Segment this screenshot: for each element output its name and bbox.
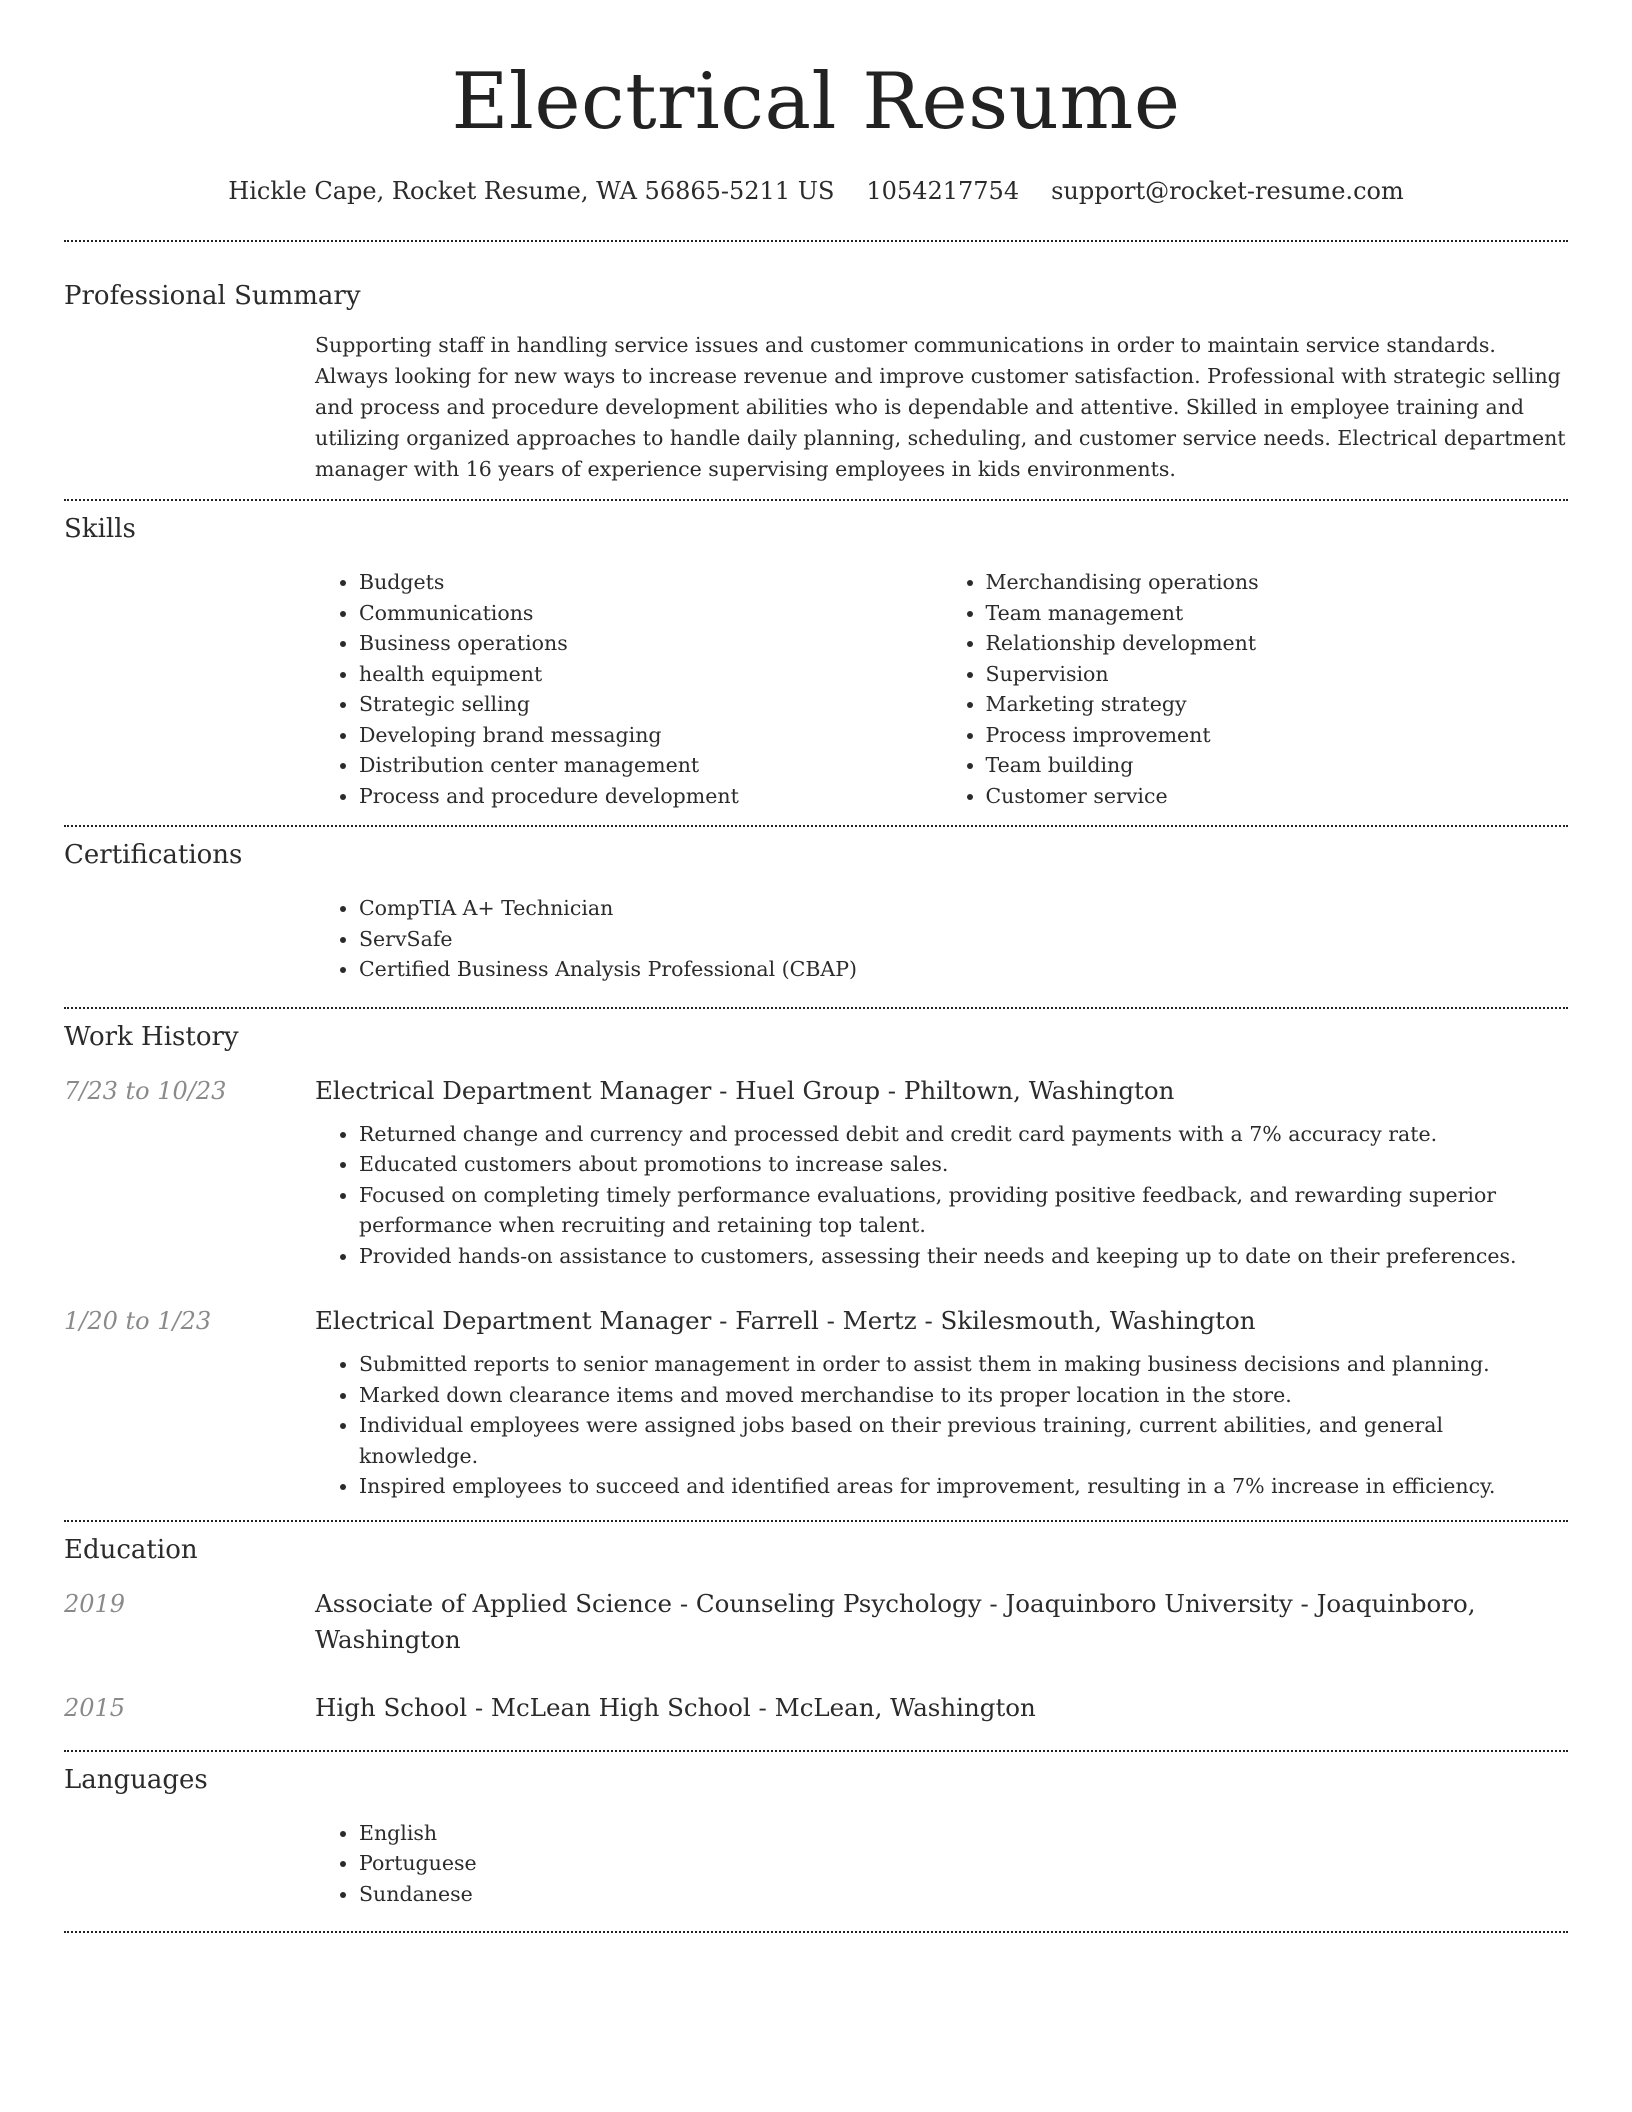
certification-item: • Certified Business Analysis Professional (CBAP) — [359, 954, 1568, 985]
divider — [64, 1931, 1568, 1933]
education-entry — [64, 1586, 1568, 1658]
skill-item: • Developing brand messaging — [359, 720, 942, 751]
job-bullets — [315, 1349, 1568, 1502]
job-title: Electrical Department Manager - Huel Group - Philtown, Washington — [315, 1075, 1175, 1105]
contact-address: Hickle Cape, Rocket Resume, WA 56865-5211 US — [228, 177, 835, 205]
job-bullets — [315, 1119, 1568, 1272]
job-entry — [64, 1303, 1568, 1502]
language-item: • Sundanese — [359, 1879, 1568, 1910]
education-section — [64, 1522, 1568, 1726]
summary-section — [64, 242, 1568, 485]
languages-list — [315, 1818, 1568, 1910]
skill-item: • Process improvement — [986, 720, 1569, 751]
skill-item: • Team building — [986, 750, 1569, 781]
education-detail: - McLean High School - McLean, Washington — [467, 1692, 1036, 1722]
contact-email: support@rocket-resume.com — [1051, 177, 1404, 205]
section-title-skills: Skills — [64, 514, 136, 544]
job-bullet: • Marked down clearance items and moved merchandise to its proper location in the store. — [359, 1380, 1568, 1411]
summary-text: Supporting staff in handling service issues and customer communications in order to maintain service standards. Always looking for new ways to increase revenue and improve customer satisfaction. Professional with strategic selling and process and procedure development abilities who is dependable and attentive. Skilled in employee training and utilizing organized approaches to handle daily planning, scheduling, and customer service needs. Electrical department manager with 16 years of experience supervising employees in kids environments. — [315, 333, 1566, 481]
certification-item: • CompTIA A+ Technician — [359, 893, 1568, 924]
skill-item: • Relationship development — [986, 628, 1569, 659]
skill-item: • Team management — [986, 598, 1569, 629]
education-degree: High School — [315, 1692, 468, 1722]
education-year: 2019 — [64, 1589, 126, 1618]
education-year: 2015 — [64, 1693, 126, 1722]
skill-item: • Communications — [359, 598, 942, 629]
job-bullet: • Educated customers about promotions to increase sales. — [359, 1149, 1568, 1180]
resume-name: Electrical Resume — [451, 57, 1181, 147]
section-title-education: Education — [64, 1534, 198, 1565]
section-title-work: Work History — [64, 1021, 239, 1052]
contact-line — [64, 176, 1568, 206]
job-dates: 7/23 to 10/23 — [64, 1076, 227, 1105]
certifications-list — [315, 893, 1568, 985]
job-entry — [64, 1073, 1568, 1272]
work-section — [64, 1009, 1568, 1502]
skill-item: • Budgets — [359, 567, 942, 598]
education-title — [315, 1586, 1568, 1658]
section-title-languages: Languages — [64, 1764, 208, 1795]
education-detail: - Counseling Psychology - Joaquinboro University - Joaquinboro, Washington — [315, 1588, 1476, 1654]
certification-item: • ServSafe — [359, 924, 1568, 955]
skill-item: • Marketing strategy — [986, 689, 1569, 720]
skills-list-right — [942, 567, 1569, 811]
education-entry — [64, 1690, 1568, 1726]
skill-item: • Process and procedure development — [359, 781, 942, 812]
skills-list-left — [315, 567, 942, 811]
skills-section — [64, 501, 1568, 811]
language-item: • English — [359, 1818, 1568, 1849]
job-title: Electrical Department Manager - Farrell - Mertz - Skilesmouth, Washington — [315, 1306, 1256, 1335]
skill-item: • Merchandising operations — [986, 567, 1569, 598]
skill-item: • Supervision — [986, 659, 1569, 690]
language-item: • Portuguese — [359, 1848, 1568, 1879]
education-title — [315, 1690, 1568, 1726]
skill-item: • Customer service — [986, 781, 1569, 812]
job-bullet: • Focused on completing timely performance evaluations, providing positive feedback, and rewarding superior performance when recruiting and retaining top talent. — [359, 1180, 1568, 1241]
job-bullet: • Provided hands-on assistance to customers, assessing their needs and keeping up to date on their preferences. — [359, 1241, 1568, 1272]
languages-section — [64, 1752, 1568, 1910]
job-bullet: • Submitted reports to senior management in order to assist them in making business decisions and planning. — [359, 1349, 1568, 1380]
job-bullet: • Individual employees were assigned jobs based on their previous training, current abilities, and general knowledge. — [359, 1410, 1568, 1471]
job-bullet: • Returned change and currency and processed debit and credit card payments with a 7% accuracy rate. — [359, 1119, 1568, 1150]
skill-item: • Distribution center management — [359, 750, 942, 781]
skill-item: • health equipment — [359, 659, 942, 690]
section-title-summary: Professional Summary — [64, 281, 361, 311]
certifications-section — [64, 827, 1568, 985]
section-title-certifications: Certifications — [64, 840, 243, 870]
job-bullet: • Inspired employees to succeed and identified areas for improvement, resulting in a 7% increase in efficiency. — [359, 1471, 1568, 1502]
contact-phone: 1054217754 — [866, 177, 1020, 205]
education-degree: Associate of Applied Science — [315, 1588, 673, 1618]
skill-item: • Strategic selling — [359, 689, 942, 720]
job-dates: 1/20 to 1/23 — [64, 1307, 212, 1335]
skill-item: • Business operations — [359, 628, 942, 659]
